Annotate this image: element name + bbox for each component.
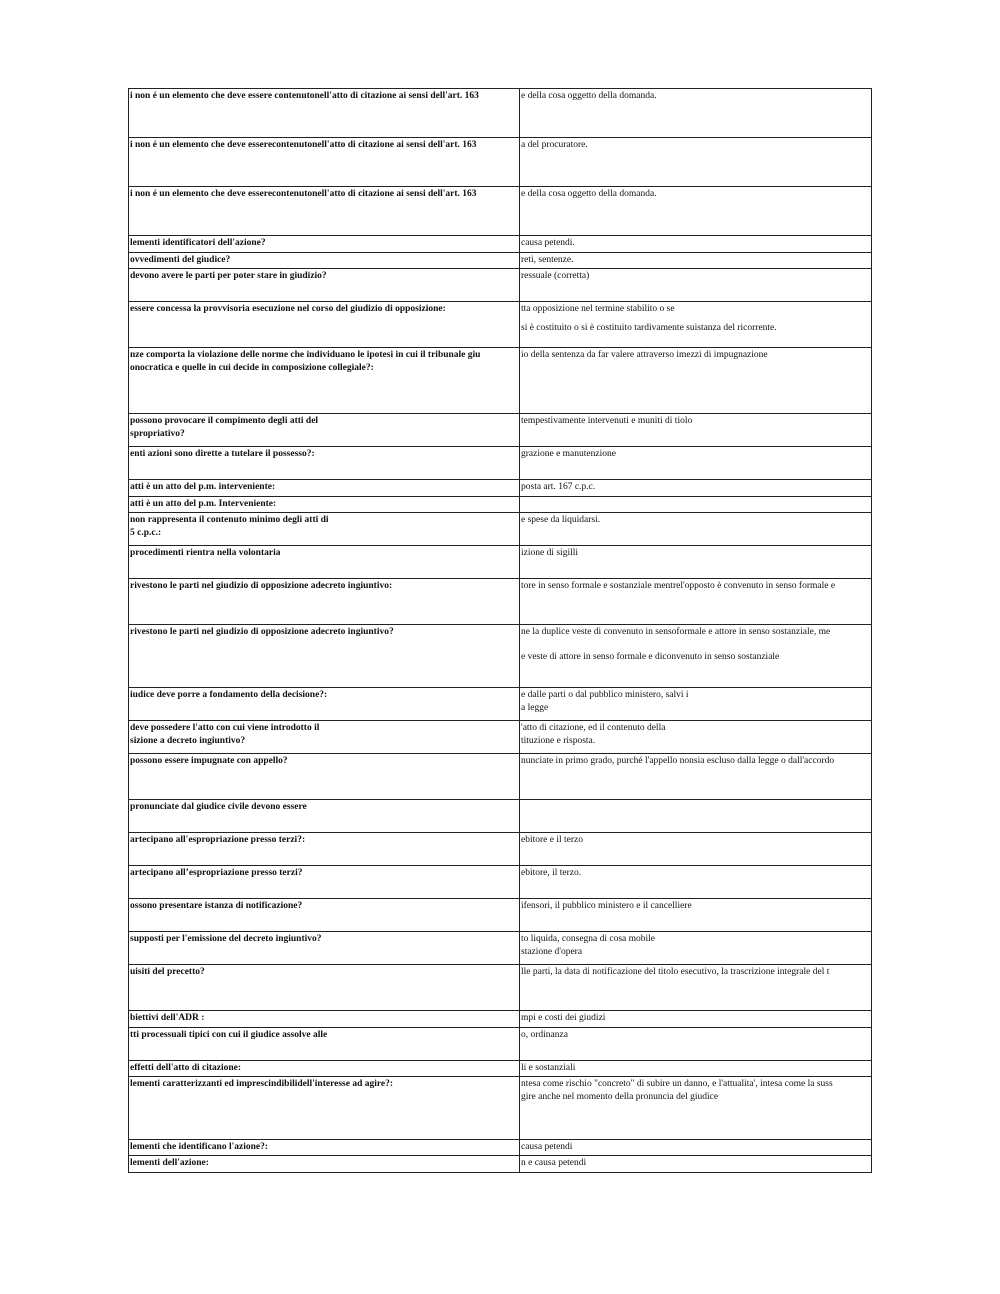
- question-cell: [129, 480, 520, 496]
- answer-text: io della sentenza da far valere attraverso imezzi di impugnazione: [521, 350, 768, 360]
- table-row: [129, 1028, 872, 1061]
- table-row: [129, 1140, 872, 1156]
- question-cell: [129, 721, 520, 753]
- table-row: [129, 236, 872, 253]
- question-cell: [129, 1140, 520, 1155]
- answer-cell: [520, 721, 872, 753]
- question-text: iudice deve porre a fondamento della decisione?:: [130, 690, 328, 700]
- answer-text: n e causa petendi: [521, 1158, 587, 1168]
- answer-text: nunciate in primo grado, purché l'appello nonsia escluso dalla legge o dall'accordo: [521, 756, 835, 766]
- answer-cell: [520, 1061, 872, 1076]
- table-row: [129, 899, 872, 932]
- table-row: [129, 1061, 872, 1077]
- answer-text: tta opposizione nel termine stabilito o se: [521, 304, 675, 314]
- answer-text: si è costituito o si è costituito tardivamente suistanza del ricorrente.: [521, 323, 777, 333]
- answer-text: to liquida, consegna di cosa mobile: [521, 934, 656, 944]
- table-row: [129, 253, 872, 269]
- question-cell: [129, 546, 520, 578]
- question-cell: [129, 236, 520, 252]
- answer-text: o, ordinanza: [521, 1030, 568, 1040]
- table-row: [129, 497, 872, 513]
- question-text: artecipano all’espropriazione presso terzi?: [130, 868, 303, 878]
- answer-text: ifensori, il pubblico ministero e il cancelliere: [521, 901, 692, 911]
- question-text: nze comporta la violazione delle norme che individuano le ipotesi in cui il tribunale giu: [130, 350, 481, 360]
- answer-text: tempestivamente intervenuti e muniti di tiolo: [521, 416, 693, 426]
- question-text: rivestono le parti nel giudizio di opposizione adecreto ingiuntivo:: [130, 581, 393, 591]
- question-text: ossono presentare istanza di notificazione?: [130, 901, 303, 911]
- table-row: [129, 625, 872, 688]
- answer-text: ebitore e il terzo: [521, 835, 583, 845]
- question-text: deve possedere l'atto con cui viene introdotto il: [130, 723, 320, 733]
- answer-cell: [520, 348, 872, 413]
- question-text: possono essere impugnate con appello?: [130, 756, 288, 766]
- answer-cell: [520, 688, 872, 720]
- table-row: [129, 513, 872, 546]
- answer-text: e dalle parti o dal pubblico ministero, salvi i: [521, 690, 689, 700]
- question-text: enti azioni sono dirette a tutelare il possesso?:: [130, 449, 315, 459]
- table-row: [129, 1077, 872, 1140]
- question-cell: [129, 89, 520, 137]
- answer-cell: [520, 833, 872, 865]
- question-cell: [129, 447, 520, 479]
- question-text: lementi dell'azione:: [130, 1158, 209, 1168]
- question-cell: [129, 187, 520, 235]
- table-row: [129, 754, 872, 800]
- question-cell: [129, 1028, 520, 1060]
- answer-text: e veste di attore in senso formale e diconvenuto in senso sostanziale: [521, 652, 780, 662]
- answer-text: e della cosa oggetto della domanda.: [521, 189, 657, 199]
- answer-text: tore in senso formale e sostanziale mentrel'opposto è convenuto in senso formale e: [521, 581, 836, 591]
- answer-text: izione di sigilli: [521, 548, 578, 558]
- answer-text: stazione d'opera: [521, 947, 583, 957]
- table-row: [129, 546, 872, 579]
- answer-cell: [520, 965, 872, 1010]
- table-row: [129, 579, 872, 625]
- question-text: spropriativo?: [130, 429, 185, 439]
- question-text: effetti dell'atto di citazione:: [130, 1063, 242, 1073]
- answer-text: ntesa come rischio "concreto" di subire un danno, e l'attualita', intesa come la suss: [521, 1079, 833, 1089]
- question-cell: [129, 625, 520, 687]
- answer-cell: [520, 236, 872, 252]
- answer-text: gire anche nel momento della pronuncia del giudice: [521, 1092, 719, 1102]
- table-row: [129, 187, 872, 236]
- answer-cell: [520, 800, 872, 832]
- table-row: [129, 269, 872, 302]
- question-text: i non é un elemento che deve esserecontenutonell'atto di citazione ai sensi dell'art. 163: [130, 189, 477, 199]
- table-row: [129, 721, 872, 754]
- question-cell: [129, 833, 520, 865]
- table-row: [129, 833, 872, 866]
- question-cell: [129, 253, 520, 268]
- answer-cell: [520, 89, 872, 137]
- question-text: supposti per l'emissione del decreto ingiuntivo?: [130, 934, 322, 944]
- table-row: [129, 89, 872, 138]
- spreadsheet-table: [128, 88, 872, 1173]
- question-text: lementi identificatori dell'azione?: [130, 238, 266, 248]
- answer-text: mpi e costi dei giudizi: [521, 1013, 606, 1023]
- answer-cell: [520, 932, 872, 964]
- question-text: ovvedimenti del giudice?: [130, 255, 231, 265]
- question-cell: [129, 800, 520, 832]
- answer-text: li e sostanziali: [521, 1063, 576, 1073]
- question-text: uisiti del precetto?: [130, 967, 205, 977]
- question-text: biettivi dell'ADR :: [130, 1013, 205, 1023]
- question-text: non rappresenta il contenuto minimo degli atti di: [130, 515, 329, 525]
- table-row: [129, 480, 872, 497]
- table-row: [129, 1011, 872, 1028]
- answer-cell: [520, 414, 872, 446]
- table-row: [129, 965, 872, 1011]
- table-row: [129, 866, 872, 899]
- answer-cell: [520, 1077, 872, 1139]
- question-text: atti è un atto del p.m. interveniente:: [130, 482, 276, 492]
- question-cell: [129, 138, 520, 186]
- question-cell: [129, 866, 520, 898]
- question-text: tti processuali tipici con cui il giudice assolve alle: [130, 1030, 328, 1040]
- answer-cell: [520, 866, 872, 898]
- answer-cell: [520, 579, 872, 624]
- answer-cell: [520, 513, 872, 545]
- answer-text: a del procuratore.: [521, 140, 588, 150]
- answer-cell: [520, 187, 872, 235]
- question-cell: [129, 1061, 520, 1076]
- answer-text: causa petendi: [521, 1142, 573, 1152]
- table-row: [129, 932, 872, 965]
- question-cell: [129, 302, 520, 347]
- answer-text: grazione e manutenzione: [521, 449, 616, 459]
- answer-cell: [520, 899, 872, 931]
- answer-cell: [520, 302, 872, 347]
- question-cell: [129, 965, 520, 1010]
- question-cell: [129, 513, 520, 545]
- question-cell: [129, 754, 520, 799]
- answer-cell: [520, 754, 872, 799]
- question-cell: [129, 269, 520, 301]
- question-cell: [129, 1077, 520, 1139]
- table-row: [129, 414, 872, 447]
- answer-cell: [520, 480, 872, 496]
- answer-text: causa petendi.: [521, 238, 575, 248]
- table-row: [129, 688, 872, 721]
- answer-cell: [520, 625, 872, 687]
- question-cell: [129, 1156, 520, 1172]
- question-text: lementi che identificano l'azione?:: [130, 1142, 268, 1152]
- question-text: devono avere le parti per poter stare in giudizio?: [130, 271, 327, 281]
- answer-text: e della cosa oggetto della domanda.: [521, 91, 657, 101]
- question-text: sizione a decreto ingiuntivo?: [130, 736, 246, 746]
- question-text: onocratica e quelle in cui decide in composizione collegiale?:: [130, 363, 374, 373]
- answer-cell: [520, 1140, 872, 1155]
- question-text: i non é un elemento che deve essere contenutonell'atto di citazione ai sensi dell'art. 163: [130, 91, 479, 101]
- question-cell: [129, 1011, 520, 1027]
- table-row: [129, 1156, 872, 1173]
- question-text: procedimenti rientra nella volontaria: [130, 548, 281, 558]
- answer-cell: [520, 253, 872, 268]
- question-text: 5 c.p.c.:: [130, 528, 162, 538]
- question-text: i non é un elemento che deve esserecontenutonell'atto di citazione ai sensi dell'art. 163: [130, 140, 477, 150]
- answer-cell: [520, 1156, 872, 1172]
- question-cell: [129, 932, 520, 964]
- answer-text: lle parti, la data di notificazione del titolo esecutivo, la trascrizione integrale del t: [521, 967, 830, 977]
- answer-cell: [520, 269, 872, 301]
- table-row: [129, 447, 872, 480]
- answer-cell: [520, 546, 872, 578]
- answer-text: reti, sentenze.: [521, 255, 574, 265]
- question-cell: [129, 579, 520, 624]
- answer-cell: [520, 1028, 872, 1060]
- question-text: artecipano all'espropriazione presso terzi?:: [130, 835, 306, 845]
- table-row: [129, 348, 872, 414]
- answer-text: ne la duplice veste di convenuto in sensoformale e attore in senso sostanziale, me: [521, 627, 831, 637]
- answer-text: ebitore, il terzo.: [521, 868, 582, 878]
- answer-text: tituzione e risposta.: [521, 736, 596, 746]
- answer-text: a legge: [521, 703, 549, 713]
- question-cell: [129, 348, 520, 413]
- question-text: possono provocare il compimento degli atti del: [130, 416, 319, 426]
- answer-cell: [520, 1011, 872, 1027]
- table-row: [129, 138, 872, 187]
- question-cell: [129, 414, 520, 446]
- answer-text: ressuale (corretta): [521, 271, 590, 281]
- question-cell: [129, 497, 520, 512]
- question-text: pronunciate dal giudice civile devono essere: [130, 802, 307, 812]
- question-cell: [129, 688, 520, 720]
- question-cell: [129, 899, 520, 931]
- question-text: essere concessa la provvisoria esecuzione nel corso del giudizio di opposizione:: [130, 304, 446, 314]
- question-text: atti è un atto del p.m. Interveniente:: [130, 499, 277, 509]
- answer-text: 'atto di citazione, ed il contenuto della: [521, 723, 666, 733]
- answer-text: posta art. 167 c.p.c.: [521, 482, 596, 492]
- question-text: rivestono le parti nel giudizio di opposizione adecreto ingiuntivo?: [130, 627, 394, 637]
- table-row: [129, 800, 872, 833]
- answer-text: e spese da liquidarsi.: [521, 515, 601, 525]
- question-text: lementi caratterizzanti ed imprescindibilidell'interesse ad agire?:: [130, 1079, 394, 1089]
- answer-cell: [520, 497, 872, 512]
- answer-cell: [520, 138, 872, 186]
- table-row: [129, 302, 872, 348]
- answer-cell: [520, 447, 872, 479]
